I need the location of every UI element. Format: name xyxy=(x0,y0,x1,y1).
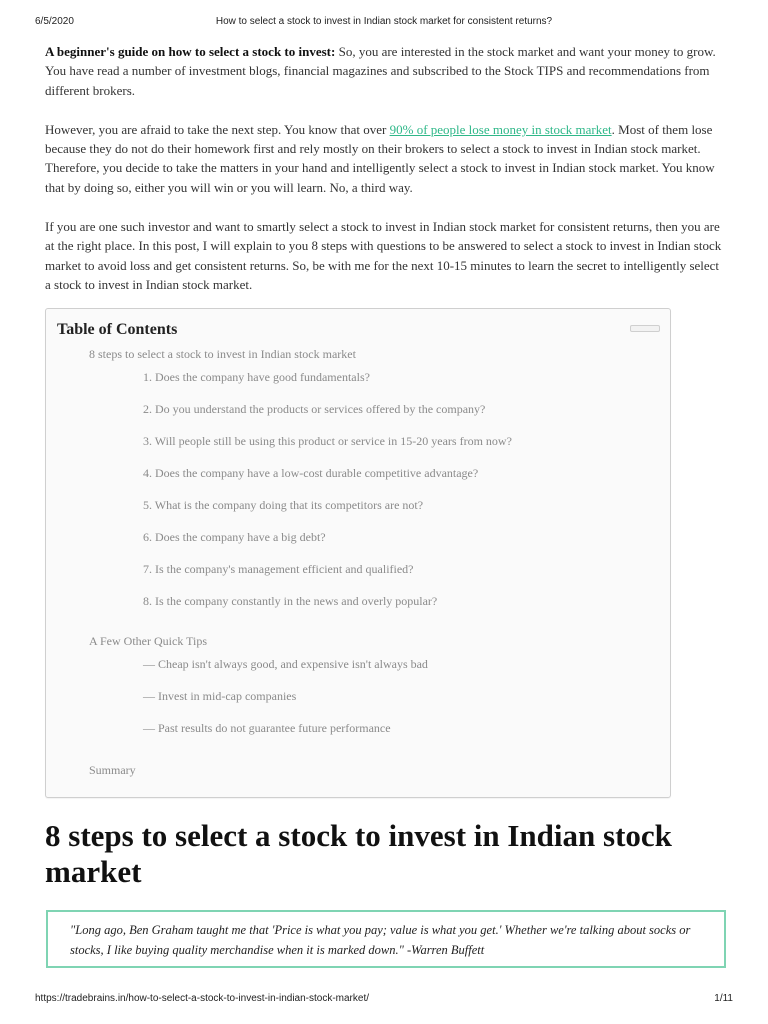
toc-item-8-steps[interactable]: 8 steps to select a stock to invest in Indian stock market xyxy=(89,347,356,361)
section-heading: 8 steps to select a stock to invest in Indian stock market xyxy=(45,818,672,889)
toc-item-summary[interactable]: Summary xyxy=(89,763,136,777)
print-date: 6/5/2020 xyxy=(35,16,74,27)
table-of-contents xyxy=(45,308,671,798)
intro-lead: A beginner's guide on how to select a stock to invest: xyxy=(45,44,336,59)
print-header xyxy=(0,16,768,32)
toc-item-step-8[interactable]: 8. Is the company constantly in the news and overly popular? xyxy=(143,594,438,608)
intro-text-2b: . Most of them lose because they do not do their homework first and rely mostly on their brokers to select a stock to invest in Indian stock market. Therefore, you decide to take the matters in your hand and intelligently select a stock to invest in Indian stock market. You know that by doing so, either you will win or you will learn. No, a third way. xyxy=(45,121,715,195)
toc-item-step-6[interactable]: 6. Does the company have a big debt? xyxy=(143,530,326,544)
print-url: https://tradebrains.in/how-to-select-a-stock-to-invest-in-indian-stock-market/ xyxy=(35,993,370,1004)
intro-text-2a: However, you are afraid to take the next step. You know that over xyxy=(45,121,390,137)
toc-item-tip-midcap[interactable]: — Invest in mid-cap companies xyxy=(143,689,297,703)
toc-item-quick-tips[interactable]: A Few Other Quick Tips xyxy=(89,634,208,648)
quote-text: "Long ago, Ben Graham taught me that 'Price is what you pay; value is what you get.' Whether we're talking about socks or stocks, I like buying quality merchandise when it is marked down." -Warren Buffett xyxy=(70,923,691,957)
print-title: How to select a stock to invest in Indian stock market for consistent returns? xyxy=(215,16,553,27)
toc-item-tip-past-results[interactable]: — Past results do not guarantee future performance xyxy=(143,721,391,735)
toc-item-step-4[interactable]: 4. Does the company have a low-cost durable competitive advantage? xyxy=(143,466,479,480)
intro-text-1: So, you are interested in the stock market and want your money to grow. You have read a number of investment blogs, financial magazines and subscribed to the Stock TIPS and recommendations from different brokers. xyxy=(45,44,716,98)
toc-title: Table of Contents xyxy=(57,321,178,338)
intro-paragraph-2 xyxy=(45,120,727,197)
article-intro xyxy=(45,42,727,314)
lose-money-link[interactable]: 90% of people lose money in stock market xyxy=(389,121,612,137)
print-footer xyxy=(0,993,768,1009)
buffett-quote xyxy=(46,910,726,968)
toc-item-step-1[interactable]: 1. Does the company have good fundamentals? xyxy=(143,370,370,384)
toc-item-step-3[interactable]: 3. Will people still be using this product or service in 15-20 years from now? xyxy=(143,434,512,448)
page-number: 1/11 xyxy=(714,993,733,1004)
toc-item-tip-cheap[interactable]: — Cheap isn't always good, and expensive isn't always bad xyxy=(143,657,428,671)
toc-item-step-2[interactable]: 2. Do you understand the products or services offered by the company? xyxy=(143,402,486,416)
intro-paragraph-3: If you are one such investor and want to smartly select a stock to invest in Indian stock market for consistent returns, then you are at the right place. In this post, I will explain to you 8 steps with questions to be answered to select a stock to invest in Indian stock market to avoid loss and get consistent returns. So, be with me for the next 10-15 minutes to learn the secret to intelligently select a stock to invest in Indian stock market. xyxy=(45,219,722,292)
toc-item-step-5[interactable]: 5. What is the company doing that its competitors are not? xyxy=(143,498,424,512)
toc-toggle-button[interactable] xyxy=(630,325,660,332)
intro-paragraph-1 xyxy=(45,42,727,100)
toc-item-step-7[interactable]: 7. Is the company's management efficient and qualified? xyxy=(143,562,414,576)
